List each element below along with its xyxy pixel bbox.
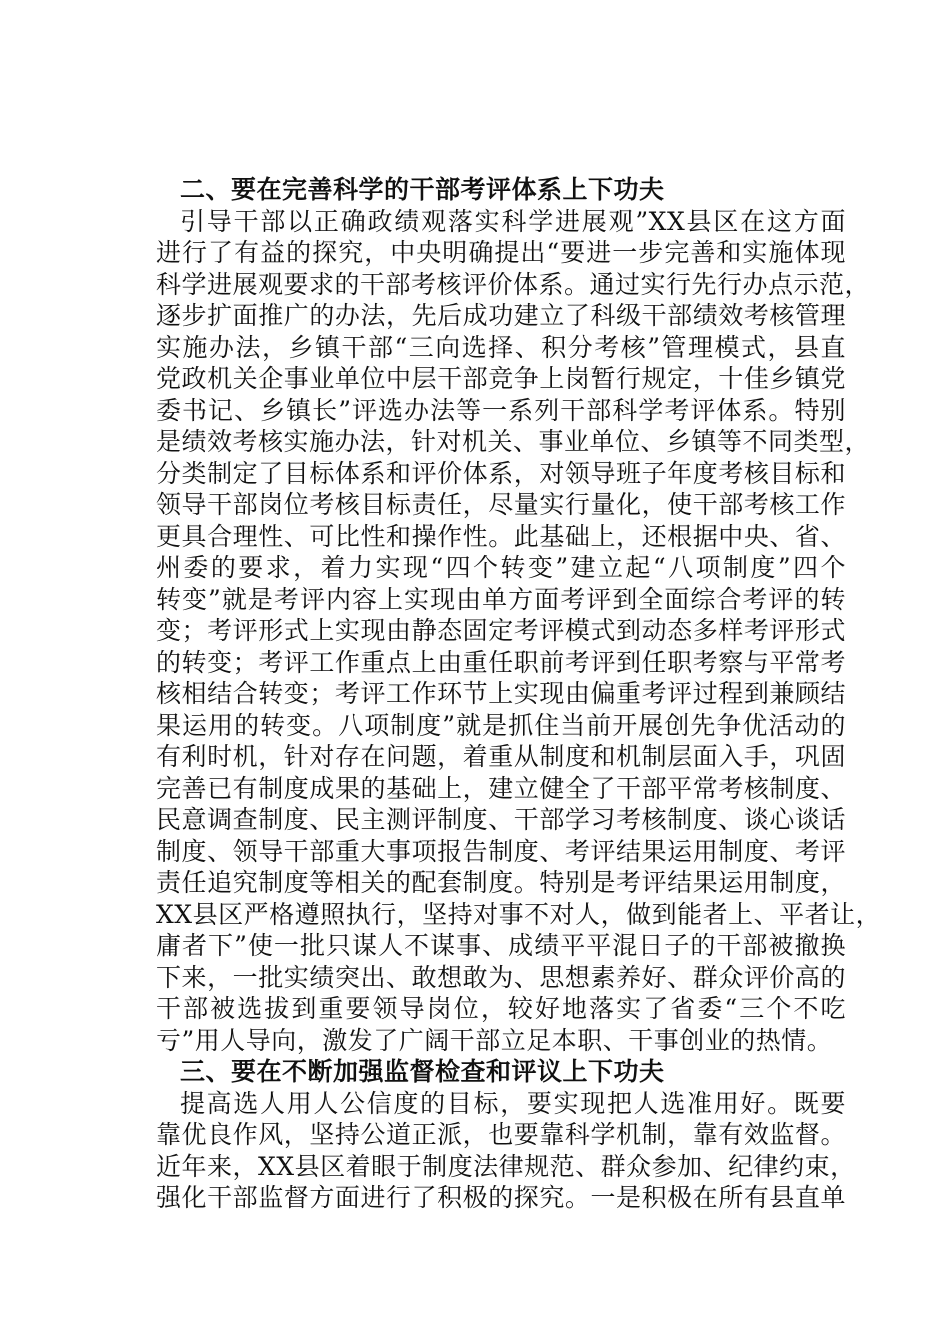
paragraph-line: 核相结合转变；考评工作环节上实现由偏重考评过程到兼顾结	[156, 679, 846, 708]
paragraph-line: 的转变；考评工作重点上由重任职前考评到任职考察与平常考	[156, 647, 846, 677]
paragraph-line: 民意调查制度、民主测评制度、干部学习考核制度、谈心谈话	[156, 805, 846, 834]
paragraph-line: 下来，一批实绩突出、敢想敢为、思想素养好、群众评价高的	[156, 962, 846, 992]
paragraph-line: 分类制定了目标体系和评价体系，对领导班子年度考核目标和	[156, 458, 846, 488]
paragraph-line: 完善已有制度成果的基础上，建立健全了干部平常考核制度、	[156, 773, 846, 803]
paragraph-line: 进行了有益的探究，中央明确提出“要进一步完善和实施体现	[156, 238, 846, 267]
paragraph-line: 领导干部岗位考核目标责任，尽量实行量化，使干部考核工作	[156, 490, 846, 519]
paragraph-line: 逐步扩面推广的办法，先后成功建立了科级干部绩效考核管理	[156, 301, 846, 330]
paragraph-line: 党政机关企事业单位中层干部竞争上岗暂行规定，十佳乡镇党	[156, 364, 846, 393]
paragraph-line: 靠优良作风，坚持公道正派，也要靠科学机制，靠有效监督。	[156, 1120, 846, 1149]
paragraph-line: 亏”用人导向，激发了广阔干部立足本职、干事创业的热情。	[156, 1025, 833, 1055]
paragraph-line: 科学进展观要求的干部考核评价体系。通过实行先行办点示范，	[156, 269, 871, 299]
section-heading-2: 二、要在完善科学的干部考评体系上下功夫	[180, 175, 665, 204]
paragraph-line: 是绩效考核实施办法，针对机关、事业单位、乡镇等不同类型，	[156, 427, 871, 456]
paragraph-line: 实施办法，乡镇干部“三向选择、积分考核”管理模式，县直	[156, 332, 846, 362]
paragraph-line: 变；考评形式上实现由静态固定考评模式到动态多样考评形式	[156, 616, 846, 645]
paragraph-line: XX县区严格遵照执行，坚持对事不对人，做到能者上、平者让，	[156, 899, 882, 929]
paragraph-line: 有利时机，针对存在问题，着重从制度和机制层面入手，巩固	[156, 742, 846, 771]
paragraph-line: 制度、领导干部重大事项报告制度、考评结果运用制度、考评	[156, 836, 846, 866]
paragraph-line: 近年来，XX县区着眼于制度法律规范、群众参加、纪律约束，	[156, 1151, 856, 1181]
paragraph-line: 州委的要求，着力实现“四个转变”建立起“八项制度”四个	[156, 553, 846, 582]
paragraph-line: 果运用的转变。八项制度”就是抓住当前开展创先争优活动的	[156, 710, 846, 740]
paragraph-line: 责任追究制度等相关的配套制度。特别是考评结果运用制度，	[156, 868, 846, 897]
paragraph-line: 转变”就是考评内容上实现由单方面考评到全面综合考评的转	[156, 584, 846, 614]
paragraph-line: 干部被选拔到重要领导岗位，较好地落实了省委“三个不吃	[156, 994, 846, 1023]
paragraph-line: 更具合理性、可比性和操作性。此基础上，还根据中央、省、	[156, 521, 846, 551]
paragraph-line: 庸者下”使一批只谋人不谋事、成绩平平混日子的干部被撤换	[156, 931, 846, 960]
paragraph-line: 引导干部以正确政绩观落实科学进展观”XX县区在这方面	[180, 206, 846, 236]
paragraph-line: 委书记、乡镇长”评选办法等一系列干部科学考评体系。特别	[156, 395, 846, 425]
section-heading-3: 三、要在不断加强监督检查和评议上下功夫	[180, 1057, 665, 1086]
document-body	[156, 174, 882, 1214]
paragraph-line: 提高选人用人公信度的目标，要实现把人选准用好。既要	[180, 1088, 846, 1118]
paragraph-line: 强化干部监督方面进行了积极的探究。一是积极在所有县直单	[156, 1183, 846, 1212]
